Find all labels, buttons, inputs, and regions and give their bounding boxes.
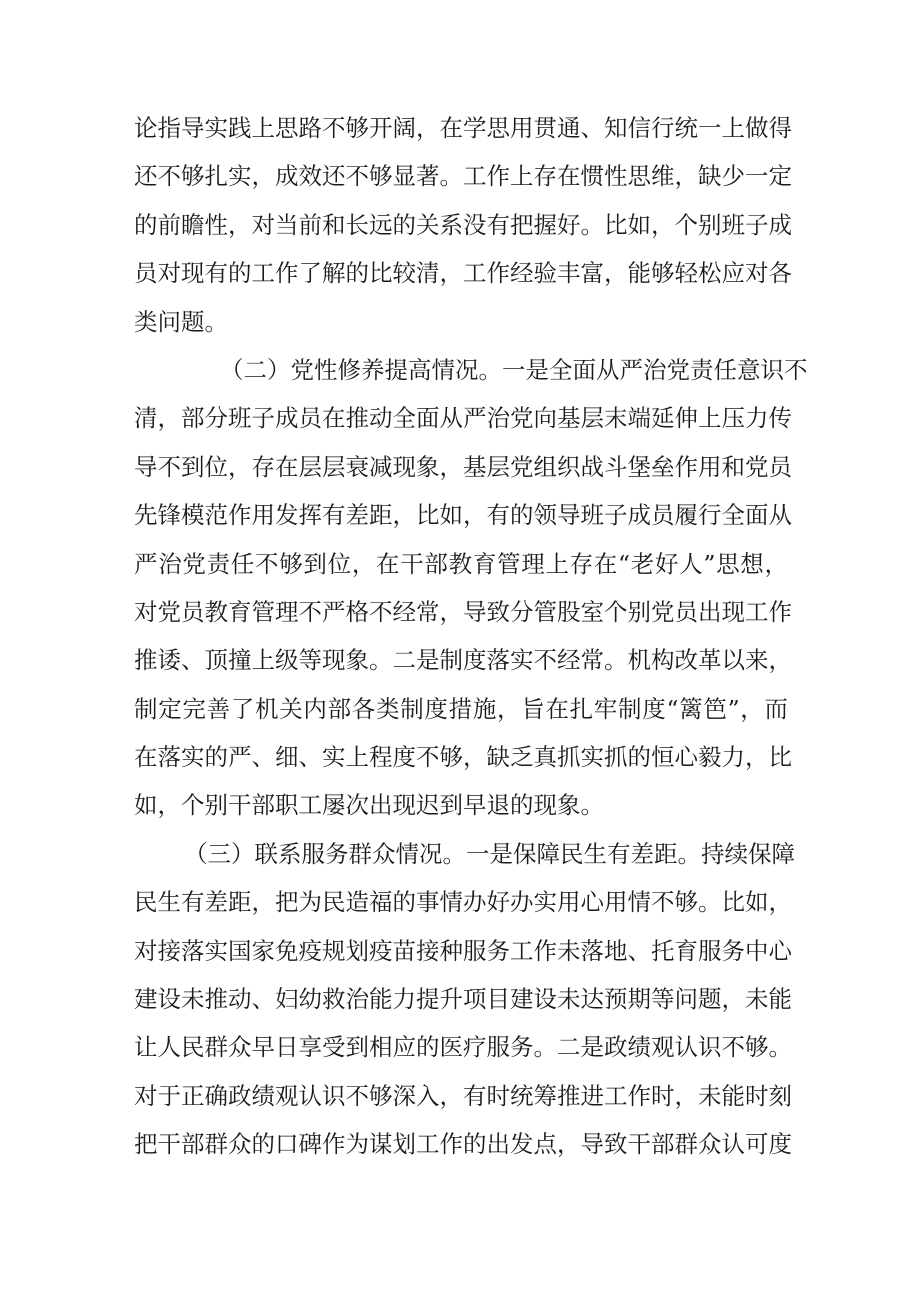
paragraph-1-line-4: 员对现有的工作了解的比较清，工作经验丰富，能够轻松应对各: [134, 259, 792, 288]
paragraph-1-line-3: 的前瞻性，对当前和长远的关系没有把握好。比如，个别班子成: [134, 210, 792, 239]
paragraph-2-line-8: 制定完善了机关内部各类制度措施，旨在扎牢制度“篱笆”，而: [134, 694, 788, 723]
paragraph-3-line-3: 对接落实国家免疫规划疫苗接种服务工作未落地、托育服务中心: [134, 936, 792, 965]
paragraph-3-line-5: 让人民群众早日享受到相应的医疗服务。二是政绩观认识不够。: [134, 1033, 792, 1062]
paragraph-2-line-1: （二）党性修养提高情况。一是全面从严治党责任意识不: [220, 355, 808, 384]
paragraph-2-line-4: 先锋模范作用发挥有差距，比如，有的领导班子成员履行全面从: [134, 501, 792, 530]
paragraph-3-line-6: 对于正确政绩观认识不够深入，有时统筹推进工作时，未能时刻: [134, 1081, 792, 1110]
paragraph-2-line-7: 推诿、顶撞上级等现象。二是制度落实不经常。机构改革以来，: [134, 646, 792, 675]
paragraph-2-line-3: 导不到位，存在层层衰减现象，基层党组织战斗堡垒作用和党员: [134, 452, 792, 481]
paragraph-3-line-2: 民生有差距，把为民造福的事情办好办实用心用情不够。比如，: [134, 888, 792, 917]
paragraph-2-line-9: 在落实的严、细、实上程度不够，缺乏真抓实抓的恒心毅力，比: [134, 743, 792, 772]
paragraph-2-line-2: 清，部分班子成员在推动全面从严治党向基层末端延伸上压力传: [134, 404, 792, 433]
paragraph-3-line-1: （三）联系服务群众情况。一是保障民生有差距。持续保障: [184, 839, 795, 868]
paragraph-2-line-6: 对党员教育管理不严格不经常，导致分管股室个别党员出现工作: [134, 597, 792, 626]
paragraph-1-line-5: 类问题。: [134, 307, 228, 336]
body-text: [134, 104, 808, 1169]
paragraph-1-line-2: 还不够扎实，成效还不够显著。工作上存在惯性思维，缺少一定: [134, 162, 792, 191]
paragraph-2-line-5: 严治党责任不够到位，在干部教育管理上存在“老好人”思想，: [134, 549, 788, 578]
paragraph-3-line-7: 把干部群众的口碑作为谋划工作的出发点，导致干部群众认可度: [134, 1130, 792, 1159]
paragraph-3-line-4: 建设未推动、妇幼救治能力提升项目建设未达预期等问题，未能: [134, 985, 792, 1014]
paragraph-2-line-10: 如，个别干部职工屡次出现迟到早退的现象。: [134, 791, 604, 820]
paragraph-1-line-1: 论指导实践上思路不够开阔，在学思用贯通、知信行统一上做得: [134, 114, 792, 142]
